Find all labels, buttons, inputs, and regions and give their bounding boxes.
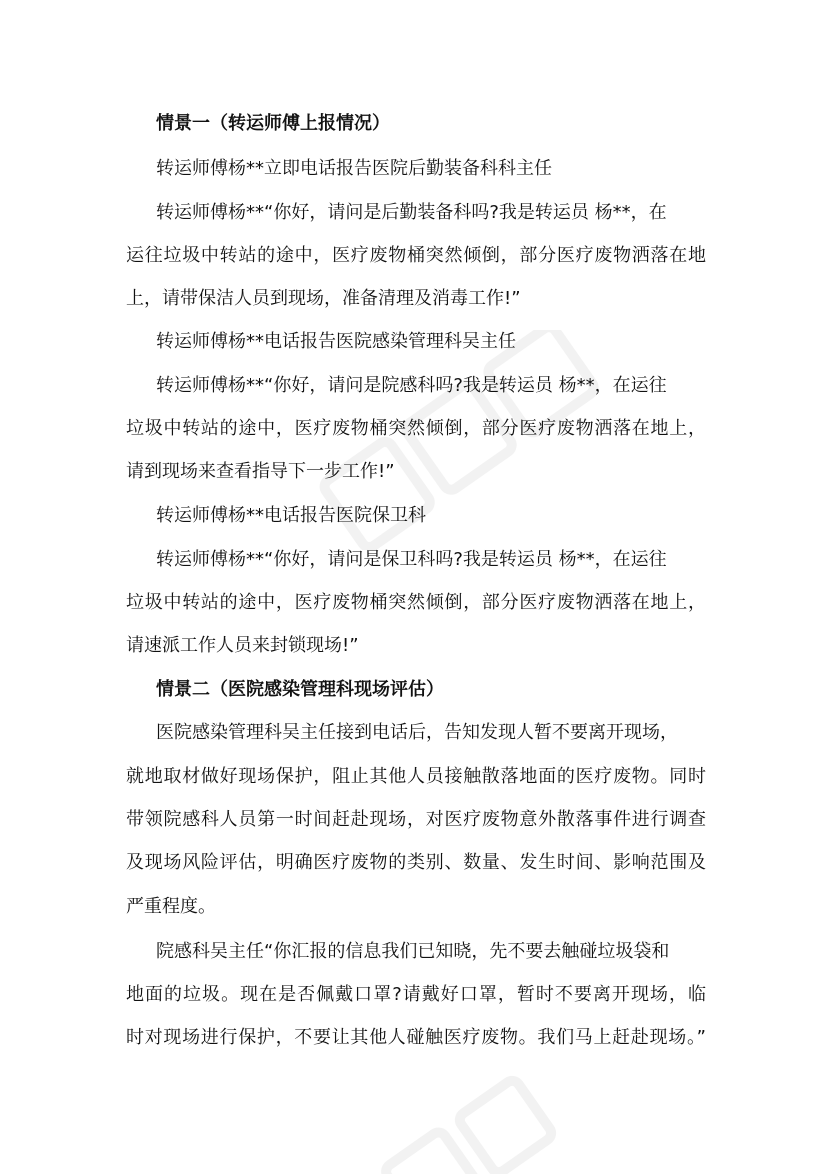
paragraph-line: 带领院感科人员第一时间赶赴现场，对医疗废物意外散落事件进行调查: [126, 809, 706, 830]
paragraph-line: 严重程度。: [126, 896, 216, 917]
section-heading-2: 情景二（医院感染管理科现场评估）: [156, 679, 444, 700]
paragraph-line: 上，请带保洁人员到现场，准备清理及消毒工作!”: [126, 288, 521, 309]
paragraph-line: 转运师傅杨**“你好，请问是保卫科吗?我是转运员 杨**，在运往: [156, 549, 667, 570]
paragraph-line: 转运师傅杨**电话报告医院保卫科: [156, 505, 426, 526]
paragraph-line: 地面的垃圾。现在是否佩戴口罩?请戴好口罩，暂时不要离开现场，临: [126, 984, 706, 1005]
paragraph-line: 时对现场进行保护，不要让其他人碰触医疗废物。我们马上赶赴现场。”: [126, 1027, 706, 1048]
paragraph-line: 请速派工作人员来封锁现场!”: [126, 635, 359, 656]
paragraph-line: 垃圾中转站的途中，医疗废物桶突然倾倒，部分医疗废物洒落在地上，: [126, 592, 706, 613]
paragraph-line: 转运师傅杨**“你好，请问是后勤装备科吗?我是转运员 杨**，在: [156, 202, 667, 223]
paragraph-line: 转运师傅杨**立即电话报告医院后勤装备科科主任: [156, 158, 552, 179]
paragraph-line: 运往垃圾中转站的途中，医疗废物桶突然倾倒，部分医疗废物洒落在地: [126, 245, 706, 266]
paragraph-line: 请到现场来查看指导下一步工作!”: [126, 461, 395, 482]
paragraph-line: 院感科吴主任“你汇报的信息我们已知晓，先不要去触碰垃圾袋和: [156, 941, 670, 962]
paragraph-line: 垃圾中转站的途中，医疗废物桶突然倾倒，部分医疗废物洒落在地上，: [126, 418, 706, 439]
paragraph-line: 转运师傅杨**“你好，请问是院感科吗?我是转运员 杨**，在运往: [156, 375, 667, 396]
paragraph-line: 医院感染管理科吴主任接到电话后，告知发现人暂不要离开现场，: [156, 722, 678, 743]
paragraph-line: 转运师傅杨**电话报告医院感染管理科吴主任: [156, 331, 516, 352]
section-heading-1: 情景一（转运师傅上报情况）: [156, 113, 390, 134]
paragraph-line: 就地取材做好现场保护，阻止其他人员接触散落地面的医疗废物。同时: [126, 766, 706, 787]
paragraph-line: 及现场风险评估，明确医疗废物的类别、数量、发生时间、影响范围及: [126, 852, 706, 873]
watermark-logo-bottom: [360, 1060, 560, 1174]
